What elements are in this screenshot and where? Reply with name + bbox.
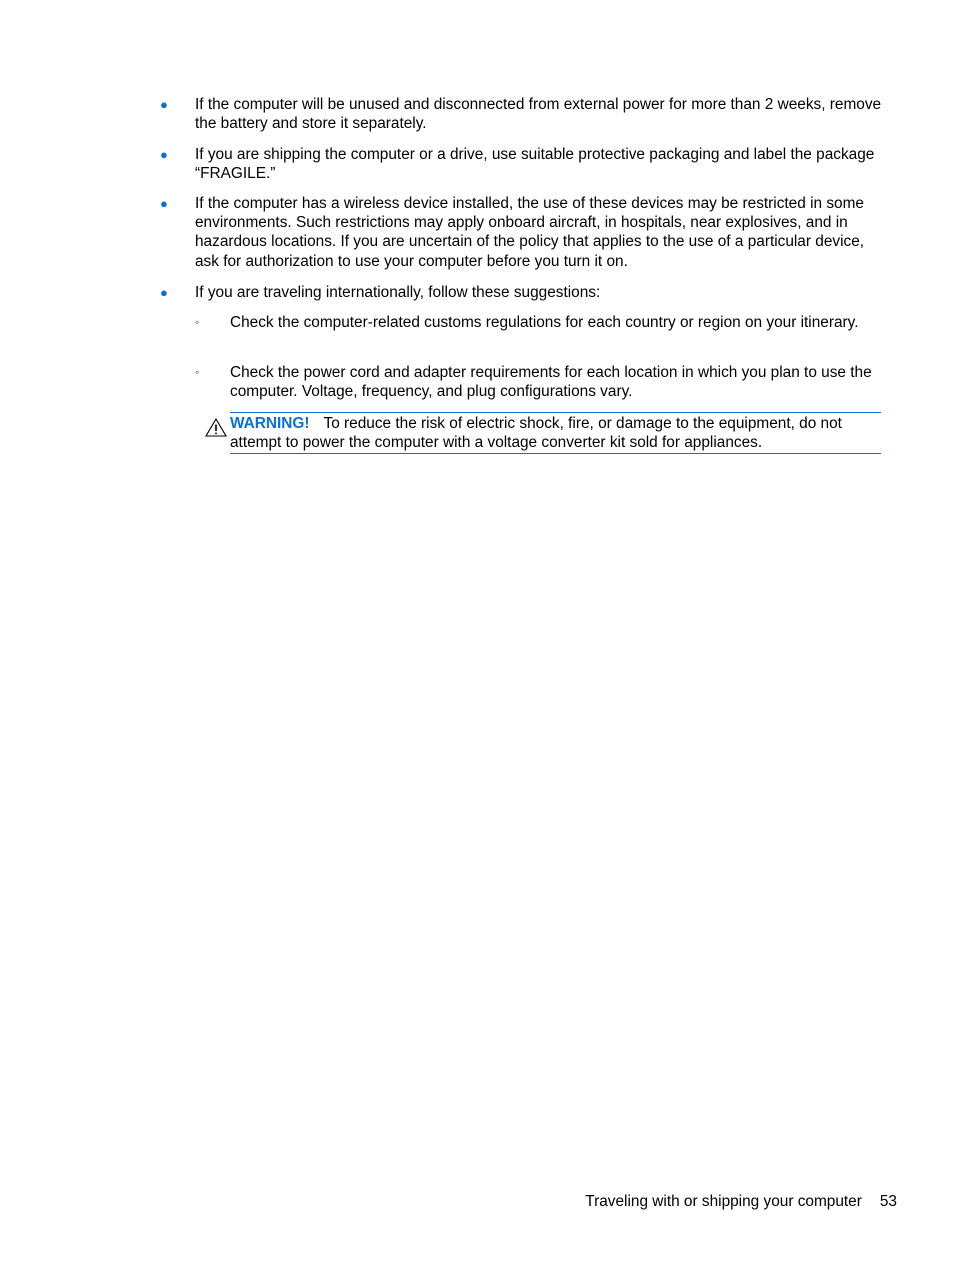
bullet-text: If the computer has a wireless device installed, the use of these devices may be restricted in some environments. Such restrictions may apply onboard aircraft, in hospitals, near explosives, and in hazardous locations. If you are uncertain of the policy that applies to the use of a particular device, ask for authorization to use your computer before you turn it on. <box>195 195 865 270</box>
bullet-item <box>160 145 885 183</box>
bullet-dot-icon: ● <box>160 285 168 300</box>
bullet-dot-icon: ● <box>160 147 168 162</box>
sub-bullet-item <box>195 363 880 401</box>
hollow-bullet-icon: ◦ <box>195 315 200 329</box>
bullet-item <box>160 194 885 271</box>
bullet-item <box>160 95 885 133</box>
warning-box <box>230 412 881 454</box>
bullet-dot-icon: ● <box>160 97 168 112</box>
sub-bullet-text: Check the computer-related customs regulations for each country or region on your itinerary. <box>230 314 859 331</box>
bullet-dot-icon: ● <box>160 196 168 211</box>
sub-bullet-item <box>195 313 880 332</box>
warning-text: To reduce the risk of electric shock, fire, or damage to the equipment, do not attempt to power the computer with a voltage converter kit sold for appliances. <box>230 415 842 452</box>
bullet-item <box>160 283 885 302</box>
bullet-text: If you are traveling internationally, follow these suggestions: <box>195 284 601 301</box>
page-number: 53 <box>879 1193 897 1210</box>
warning-triangle-icon <box>205 418 227 437</box>
sub-bullet-text: Check the power cord and adapter requirements for each location in which you plan to use the computer. Voltage, frequency, and plug configurations vary. <box>230 364 872 401</box>
footer-section-title: Traveling with or shipping your computer <box>585 1193 862 1210</box>
page-footer <box>0 1192 897 1211</box>
bullet-text: If the computer will be unused and disconnected from external power for more than 2 weeks, remove the battery and store it separately. <box>195 96 882 133</box>
warning-label: WARNING! <box>230 415 310 432</box>
bullet-text: If you are shipping the computer or a drive, use suitable protective packaging and label the package “FRAGILE.” <box>195 146 875 183</box>
hollow-bullet-icon: ◦ <box>195 365 200 379</box>
